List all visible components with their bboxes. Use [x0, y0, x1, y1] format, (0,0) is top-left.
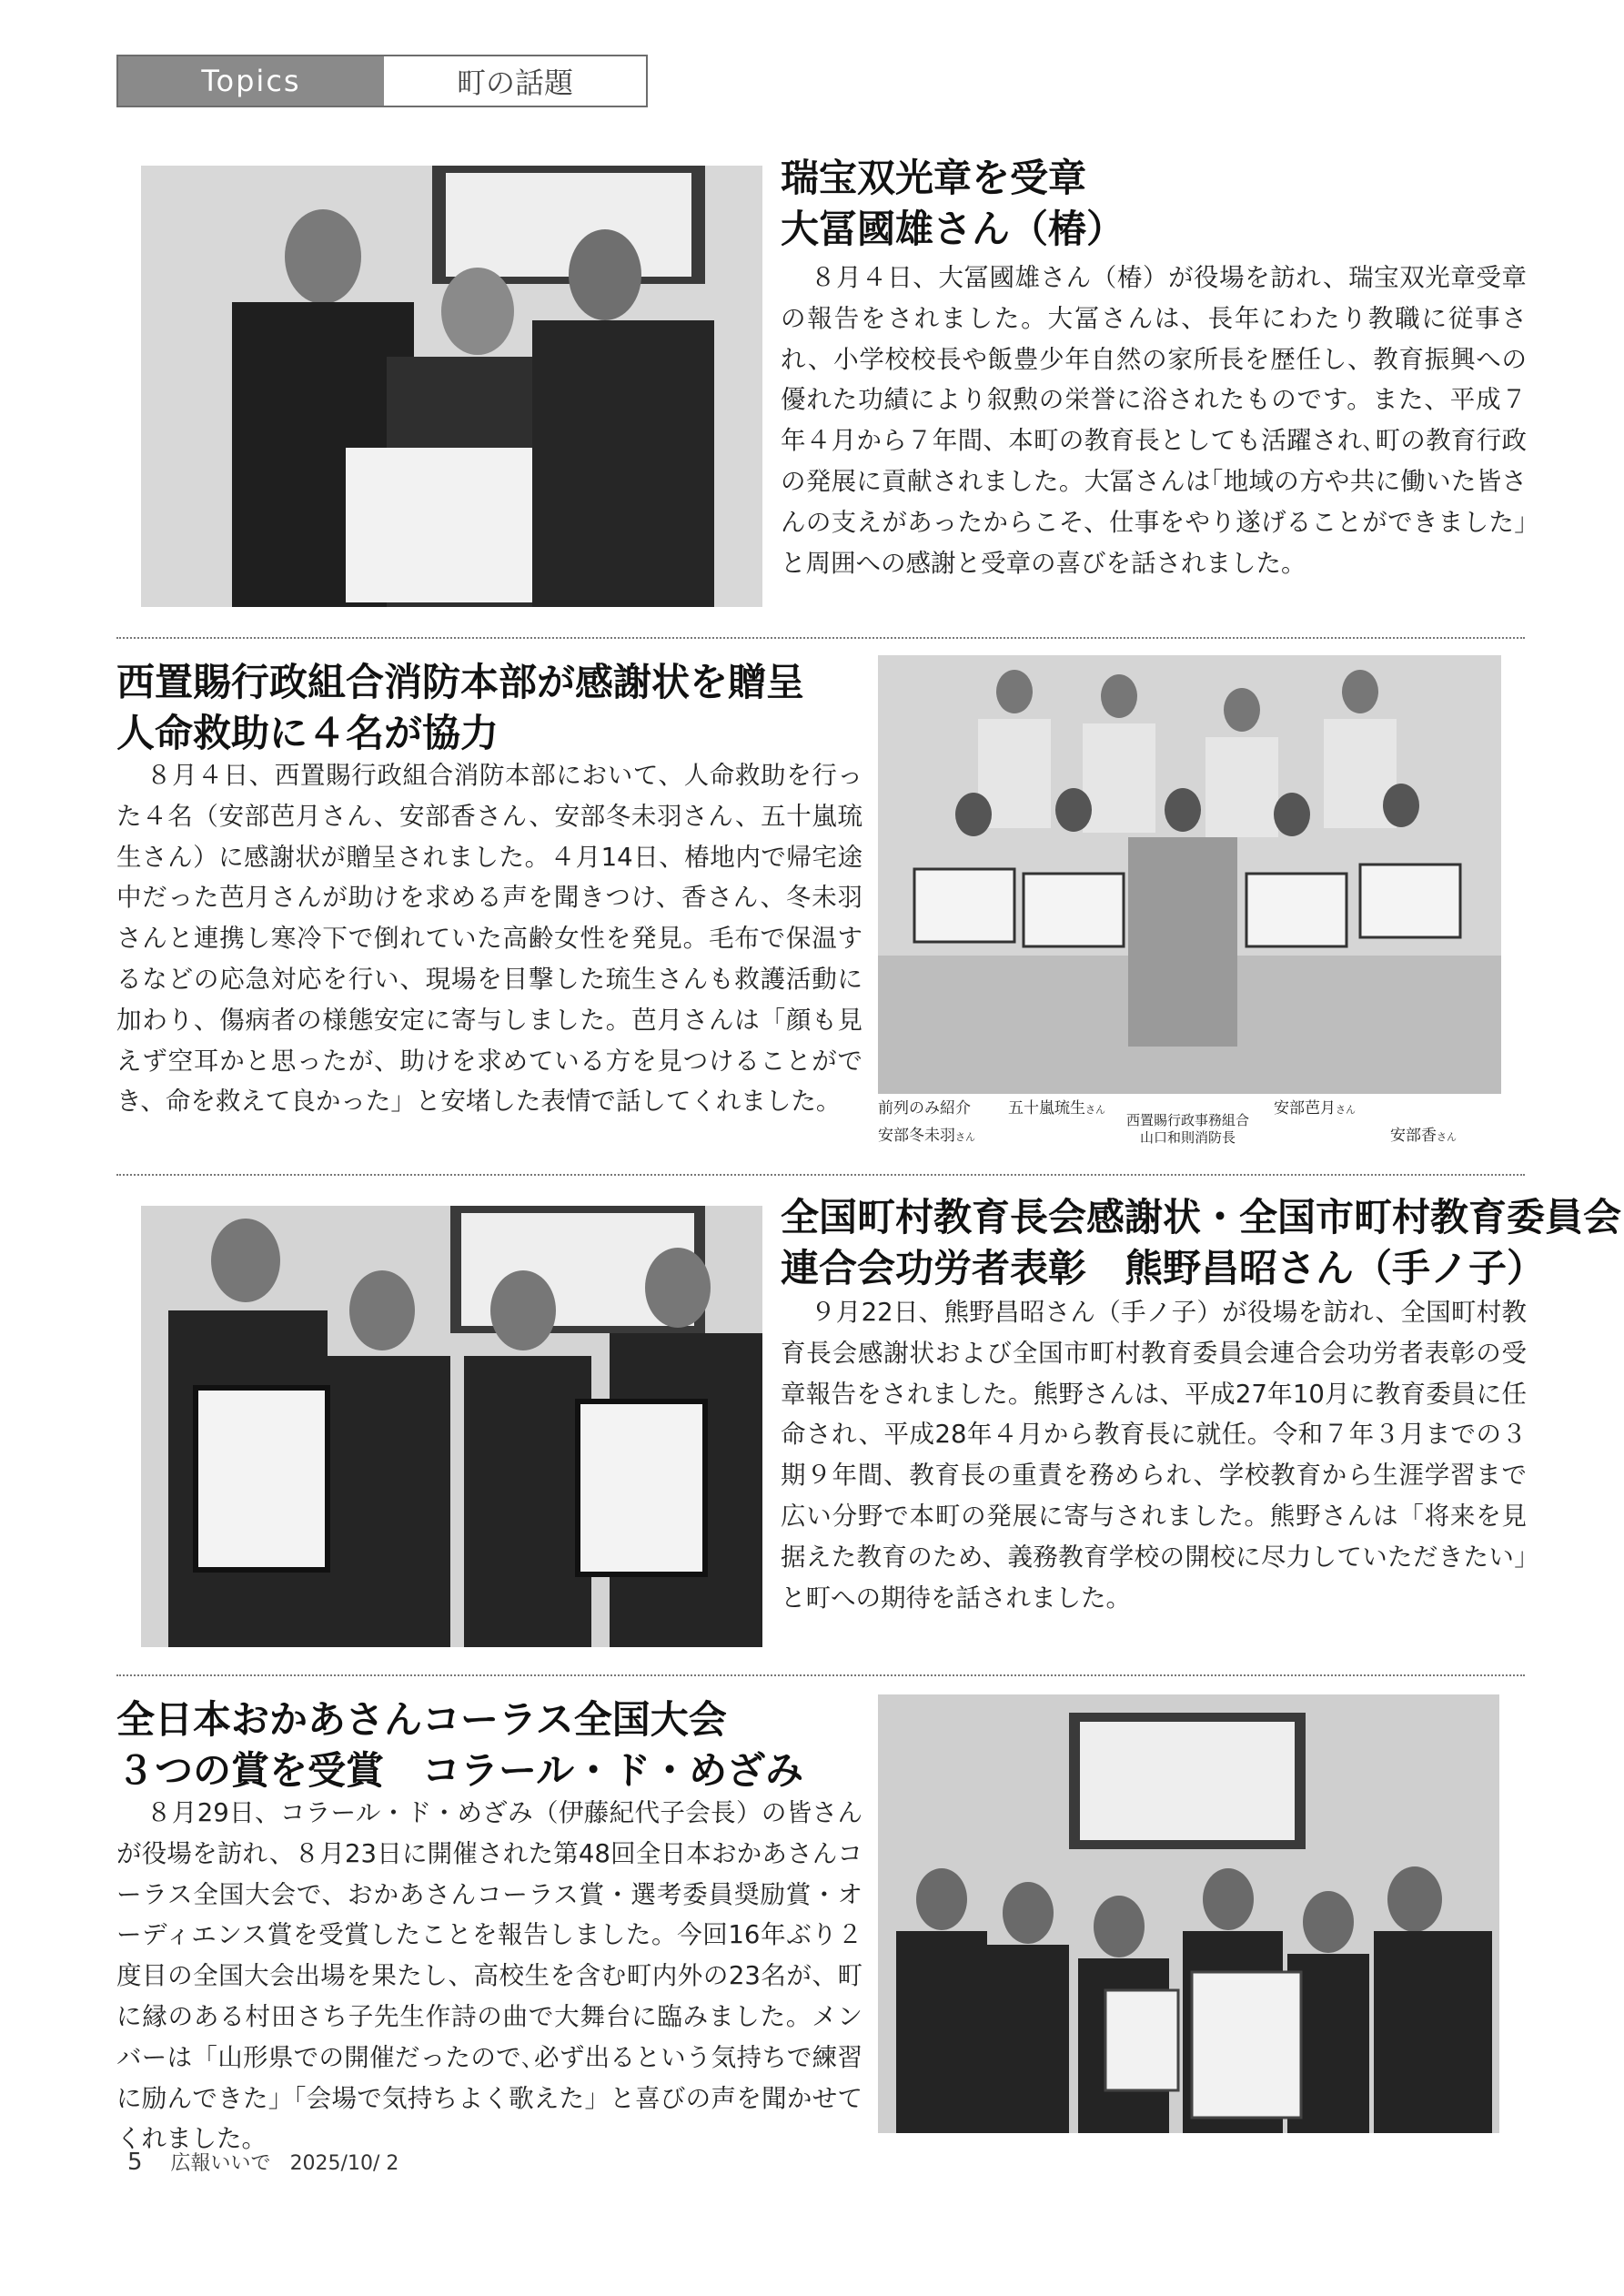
article-2-title: 西置賜行政組合消防本部が感謝状を贈呈 人命救助に４名が協力 — [116, 660, 805, 755]
divider — [116, 637, 1525, 639]
photo-award-ceremony-1 — [141, 166, 762, 607]
photo-chorus-group — [878, 1694, 1499, 2133]
publication-date: 2025/10/ 2 — [289, 2152, 399, 2175]
photo-caption-front-row: 前列のみ紹介 — [878, 1099, 971, 1118]
header-label-jp: 町の話題 — [384, 56, 646, 106]
article-1-body: ８月４日、大冨國雄さん（椿）が役場を訪れ、瑞宝双光章受章の報告をされました。大冨さんは、長年にわたり教職に従事され、小学校校長や飯豊少年自然の家所長を歴任し、教育振興への優れた功績により叙勲の栄誉に浴されたものです。また、平成７年４月から７年間、本町の教育長としても活躍され､町の教育行政の発展に貢献されました。大冨さんは｢地域の方や共に働いた皆さんの支えがあったからこそ、仕事をやり遂げることができました」と周囲への感謝と受章の喜びを話されました。 — [781, 263, 1527, 578]
page-number: 5 — [127, 2149, 143, 2176]
divider — [116, 1674, 1525, 1676]
article-1-title: 瑞宝双光章を受章 大冨國雄さん（椿） — [781, 156, 1125, 251]
header-label-en: Topics — [118, 56, 384, 106]
publication-name: 広報いいで — [170, 2152, 271, 2175]
section-header — [116, 55, 648, 107]
photo-caption-person-5: 安部香さん — [1390, 1127, 1457, 1145]
photo-caption-person-2: 五十嵐琉生さん — [1008, 1099, 1105, 1118]
article-3-body: ９月22日、熊野昌昭さん（手ノ子）が役場を訪れ、全国町村教育長会感謝状および全国市町村教育委員会連合会功労者表彰の受章報告をされました。熊野さんは、平成27年10月に教育委員に任命され、平成28年４月から教育長に就任。令和７年３月までの３期９年間、教育長の重責を務められ、学校教育から生涯学習まで広い分野で本町の発展に寄与されました。熊野さんは「将来を見据えた教育のため、義務教育学校の開校に尽力していただきたい」と町への期待を話されました。 — [781, 1298, 1527, 1613]
photo-award-ceremony-3 — [141, 1206, 762, 1647]
article-4-title: 全日本おかあさんコーラス全国大会 ３つの賞を受賞 コラール・ド・めざみ — [116, 1697, 804, 1793]
article-2-body: ８月４日、西置賜行政組合消防本部において、人命救助を行った４名（安部芭月さん、安部香さん、安部冬未羽さん、五十嵐琉生さん）に感謝状が贈呈されました。４月14日、椿地内で帰宅途中だった芭月さんが助けを求める声を聞きつけ、香さん、冬未羽さんと連携し寒冷下で倒れていた高齢女性を発見。毛布で保温するなどの応急対応を行い、現場を目撃した琉生さんも救護活動に加わり、傷病者の様態安定に寄与しました。芭月さんは「顔も見えず空耳かと思ったが、助けを求めている方を見つけることができ、命を救えて良かった」と安堵した表情で話してくれました。 — [116, 761, 862, 1117]
photo-fire-department — [878, 655, 1501, 1094]
photo-caption-person-4: 安部芭月さん — [1274, 1099, 1356, 1118]
page-footer — [127, 2148, 398, 2176]
photo-caption-person-1: 安部冬未羽さん — [878, 1127, 975, 1145]
photo-caption-person-3: 西置賜行政事務組合 山口和則消防長 — [1126, 1112, 1250, 1146]
article-4-body: ８月29日、コラール・ド・めざみ（伊藤紀代子会長）の皆さんが役場を訪れ、８月23日に開催された第48回全日本おかあさんコーラス全国大会で、おかあさんコーラス賞・選考委員奨励賞・オーディエンス賞を受賞したことを報告しました。今回16年ぶり２度目の全国大会出場を果たし、高校生を含む町内外の23名が、町に縁のある村田さち子先生作詩の曲で大舞台に臨みました。メンバーは「山形県での開催だったので､必ず出るという気持ちで練習に励んできた」「会場で気持ちよく歌えた」と喜びの声を聞かせてくれました。 — [116, 1798, 862, 2154]
divider — [116, 1174, 1525, 1176]
article-3-title: 全国町村教育長会感謝状・全国市町村教育委員会 連合会功労者表彰 熊野昌昭さん（手ノ子） — [781, 1195, 1622, 1290]
